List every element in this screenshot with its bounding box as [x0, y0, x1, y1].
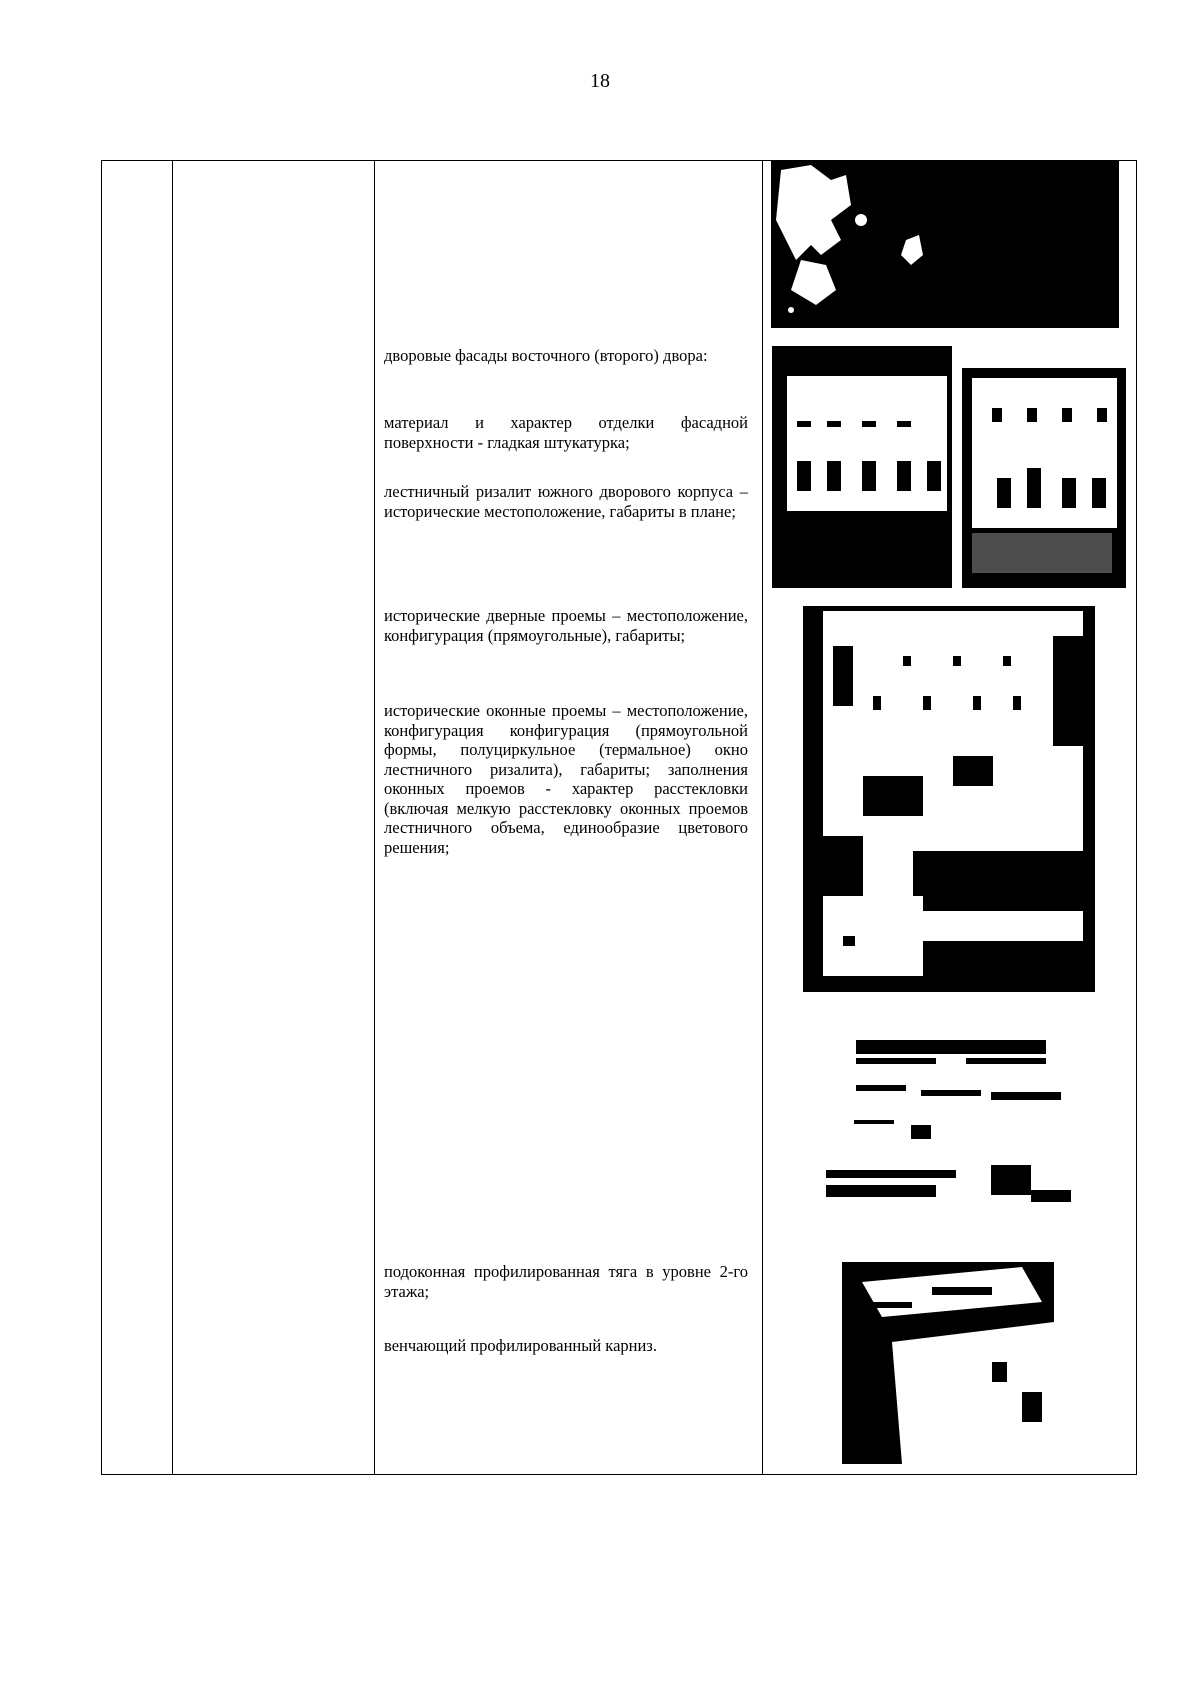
paragraph-cornice: венчающий профилированный карниз.: [384, 1336, 657, 1355]
column-divider-2: [374, 161, 375, 1474]
page-number: 18: [590, 70, 610, 92]
photo-courtyard-facade-right: [962, 368, 1126, 588]
paragraph-door-openings: исторические дверные проемы – местоположение, конфигурация (прямоугольные), габариты;: [384, 606, 748, 645]
column-divider-3: [762, 161, 763, 1474]
photo-cornice-corner: [842, 1262, 1054, 1464]
column-divider-1: [172, 161, 173, 1474]
photo-tree-fragment: [771, 160, 1119, 328]
paragraph-window-openings: исторические оконные проемы – местоположение, конфигурация конфигурация (прямоугольной формы, полуциркульное (термальное) окно лестничного ризалита), габариты; заполнения оконных проемов - характер расстекловки (включая мелкую расстекловку оконных проемов лестничного объема, единообразие цветового решения;: [384, 701, 748, 857]
paragraph-stair-projection: лестничный ризалит южного дворового корпуса – исторические местоположение, габариты в плане;: [384, 482, 748, 521]
paragraph-courtyard-facades: дворовые фасады восточного (второго) двора:: [384, 346, 708, 365]
paragraph-sill-molding: подоконная профилированная тяга в уровне 2-го этажа;: [384, 1262, 748, 1301]
paragraph-finish-material: материал и характер отделки фасадной поверхности - гладкая штукатурка;: [384, 413, 748, 452]
photo-courtyard-facade-left: [772, 346, 952, 588]
photo-window-cornice-detail: [826, 1030, 1074, 1218]
photo-courtyard-overview: [803, 606, 1095, 992]
